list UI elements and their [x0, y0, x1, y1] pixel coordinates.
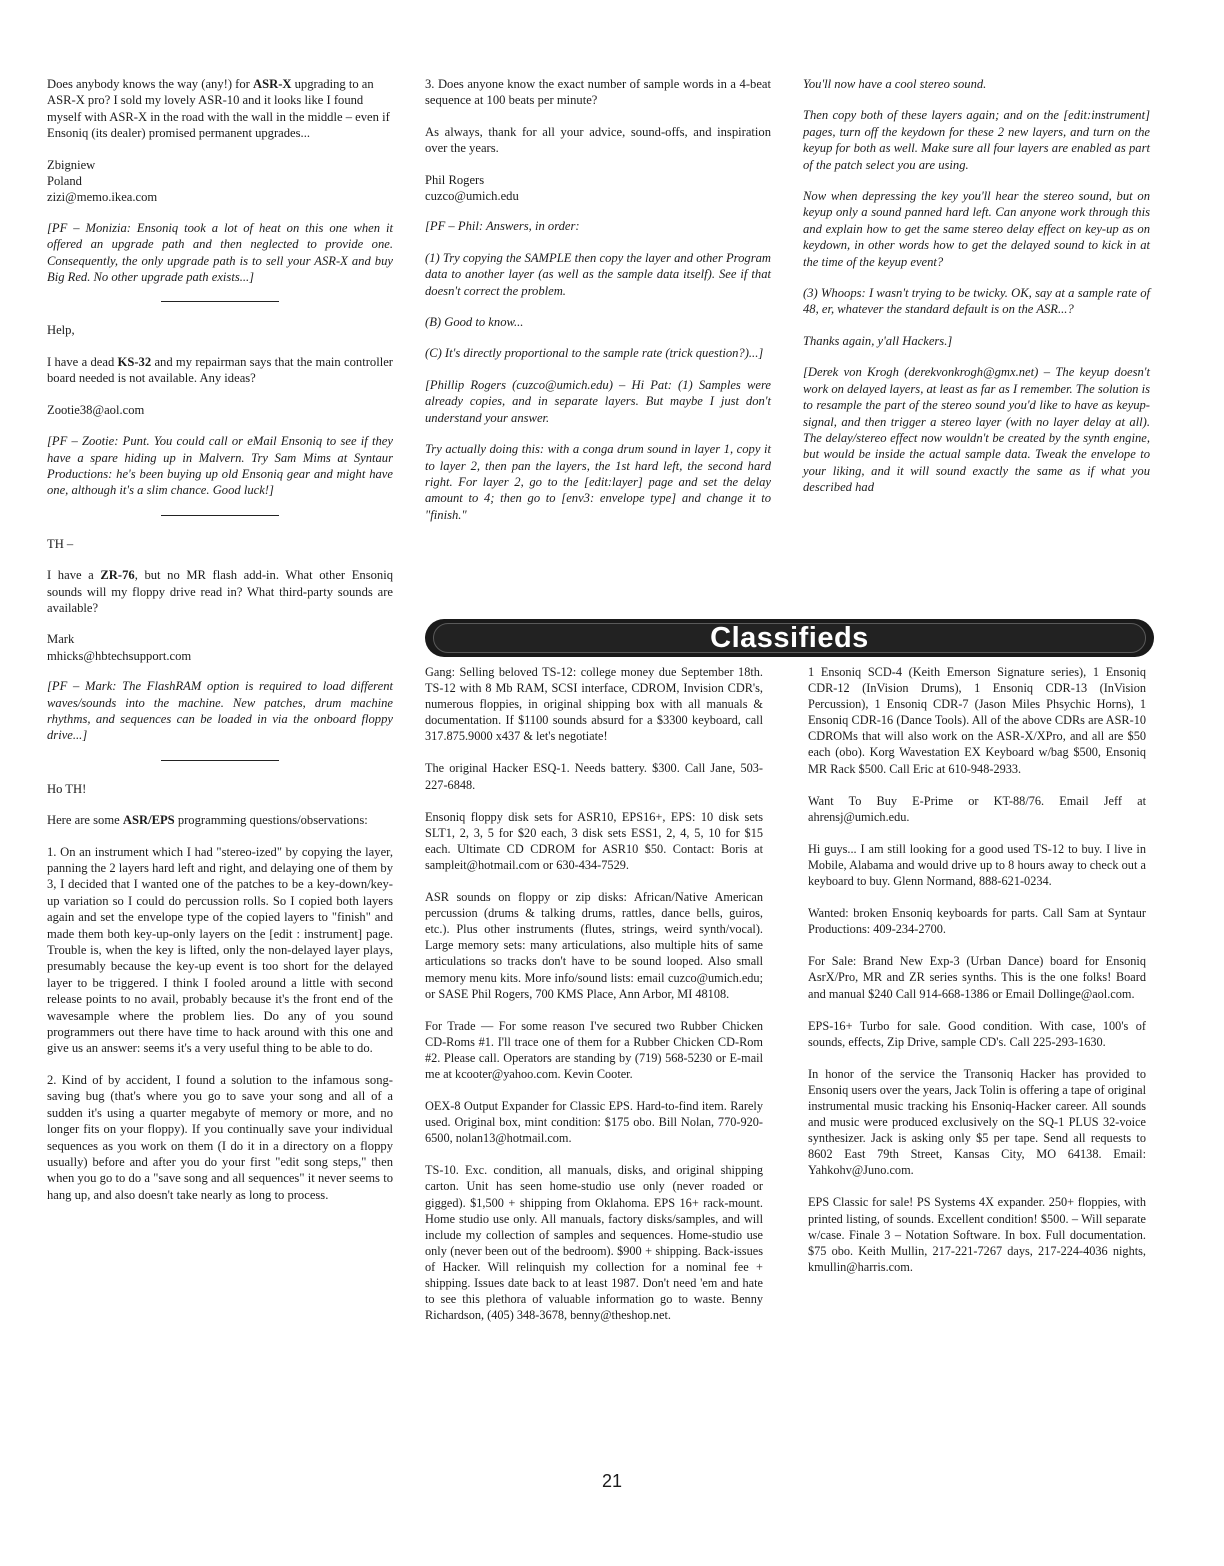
reader-followup: [Phillip Rogers (cuzco@umich.edu) – Hi Pat: (1) Samples were already copies, and in separate layers. But maybe I just don't understand your answer.: [425, 377, 771, 425]
letter-paragraph: Does anybody knows the way (any!) for ASR-X upgrading to an ASR-X pro? I sold my lovely ASR-10 and it looks like I found myself with ASR-X in the road with the wall in the middle – even if Ensoniq (its dealer) promised permanent upgrades...: [47, 77, 390, 141]
letter-email: cuzco@umich.edu: [425, 189, 519, 204]
editor-reply: (1) Try copying the SAMPLE then copy the layer and other Program data to another layer (as well as the sample data itself). See if that doesn't correct the problem.: [425, 250, 771, 298]
letter-signature: [425, 172, 771, 205]
editor-reply: [PF – Monizia: Ensoniq took a lot of heat on this one when it offered an upgrade path and then neglected to provide one. Consequently, the only upgrade path is to sell your ASR-X and buy Big Red. No other upgrade path exists...]: [47, 220, 393, 285]
classified-ad: Wanted: broken Ensoniq keyboards for parts. Call Sam at Syntaur Productions: 409-234-2700.: [808, 906, 1146, 937]
letter-paragraph: 1. On an instrument which I had "stereo-ized" by copying the layer, panning the 2 layers hard left and right, and delaying one of them by 3, I decided that I wanted one of the patches to be a key-down/key-up variation so I could do percussion rolls. So I copied both layers again and set the envelope type of the copied layers to "finish" and made them both key-up-only layers on the [edit : instrument] page. Trouble is, when the key is lifted, only the non-delayed layer plays, presumably because the key-up event is too short for the delayed layer to be triggered. I think I fooled around a little with second release points to no avail, probably because it's the front end of the wavesample where the problem lies. Do any of you sound programmers out there have time to hack around with this one and give us an answer: seems it's a very useful thing to be able to do.: [47, 844, 393, 1056]
reader-followup: Now when depressing the key you'll hear the stereo sound, but on keyup only a sound panned hard left. Can anyone work through this and explain how to get the same stereo delay effect on key-up as on keydown, in other words how to get the delayed sound to kick in at the time of the keyup event?: [803, 189, 1150, 269]
classified-ad: 1 Ensoniq SCD-4 (Keith Emerson Signature series), 1 Ensoniq CDR-12 (InVision Drums), 1 Ensoniq CDR-13 (InVision Percussion), 1 Ensoniq CDR-7 (Jason Miles Phsychic Horns), 1 Ensoniq CDR-16 (Dance Tools). All of the above CDRs are ASR-10 CDROMs that will also work on the ASR-X/XPro, and all are $50 each (obo). Korg Wavestation EX Keyboard w/bag $500, Ensoniq MR Rack $500. Call Eric at 610-948-2933.: [808, 665, 1146, 776]
editor-reply: [PF – Zootie: Punt. You could call or eMail Ensoniq to see if they have a spare hiding up in Malvern. Try Sam Mims at Syntaur Productions: he's been buying up old Ensoniq gear and might have one, although it's a slim chance. Good luck!]: [47, 434, 393, 498]
classified-ad: OEX-8 Output Expander for Classic EPS. Hard-to-find item. Rarely used. Original box, mint condition: $175 obo. Bill Nolan, 770-920-6500, nolan13@hotmail.com.: [425, 1099, 763, 1146]
classified-ad: Ensoniq floppy disk sets for ASR10, EPS16+, EPS: 10 disk sets SLT1, 2, 3, 5 for $20 each, 3 disk sets ESS1, 2, 4, 5, 10 for $15 each. Ultimate CD CDROM for ASR10 $50. Contact: Boris at sampleit@hotmail.com or 630-434-7529.: [425, 809, 763, 872]
page-number: 21: [601, 1471, 623, 1491]
classifieds-column-left: [425, 664, 763, 1339]
classified-ad: For Sale: Brand New Exp-3 (Urban Dance) board for Ensoniq AsrX/Pro, MR and ZR series synths. This is the one folks! Board and manual $240 Call 914-668-1386 or Email Dollinge@aol.com.: [808, 954, 1146, 1001]
reader-followup: (3) Whoops: I wasn't trying to be twicky. OK, say at a sample rate of 48, er, whatever the standard default is on the ASR...?: [803, 286, 1150, 317]
classified-ad: EPS-16+ Turbo for sale. Good condition. With case, 100's of sounds, effects, Zip Drive, sample CD's. Call 225-293-1630.: [808, 1018, 1146, 1049]
letter-greeting: Help,: [47, 323, 75, 338]
classified-ad: EPS Classic for sale! PS Systems 4X expander. 250+ floppies, with printed listing, of sounds. Excellent condition! $500. – Will separate w/case. Finale 3 – Notation Software. In box. Full documentation. $75 obo. Keith Mullin, 217-221-7267 days, 217-224-4036 nights, kmullin@harris.com.: [808, 1195, 1146, 1274]
letters-column-1: [47, 76, 393, 1218]
editor-reply: (C) It's directly proportional to the sample rate (trick question?)...]: [425, 346, 764, 361]
section-divider: [161, 760, 279, 761]
letter-paragraph: 2. Kind of by accident, I found a solution to the infamous song-saving bug (that's where you go to save your song and all of a sudden it's using a quarter megabyte of memory or more, and no longer fits on your floppy). If you continually save your individual sequences as you work on them (I do it in a directory on a floppy usually) before and after you do your first "edit song steps," then when you go to do a "save song and all sequences" it never seems to hang up, and also doesn't take nearly as long to process.: [47, 1072, 393, 1202]
letter-author: Mark: [47, 632, 75, 647]
letter-greeting: TH –: [47, 536, 74, 551]
section-divider: [161, 515, 279, 516]
letter-email: mhicks@hbtechsupport.com: [47, 648, 192, 663]
letter-location: Poland: [47, 174, 82, 189]
editor-reply: [PF – Mark: The FlashRAM option is required to load different waves/sounds into the machine. New patches, drum machine rhythms, and sequences can be loaded in via the onboard floppy drive...]: [47, 679, 393, 743]
letters-column-3: [803, 76, 1150, 511]
classified-ad: TS-10. Exc. condition, all manuals, disks, and original shipping carton. Unit has seen home-studio use only (never roaded or gigged). $1,500 + shipping from Oklahoma. EPS 16+ rack-mount. Home studio use only. All manuals, factory disks/samples, and will include my collection of samples and sequences. Home-studio use only (never been out of the bedroom). $900 + shipping. Back-issues of Hacker. Will relinquish my collection for a nominal fee + shipping. Issues date back to at least 1987. Don't need 'em and hate to see this plethora of valuable information go to waste. Benny Richardson, (405) 348-3678, benny@theshop.net.: [425, 1163, 763, 1323]
letter-paragraph: I have a ZR-76, but no MR flash add-in. What other Ensoniq sounds will my floppy drive read in? What third-party sounds are available?: [47, 568, 393, 615]
editor-reply: [PF – Phil: Answers, in order:: [425, 219, 580, 234]
letter-signature: [47, 631, 393, 664]
reader-followup: Try actually doing this: with a conga drum sound in layer 1, copy it to layer 2, then pan the layers, the 1st hard left, the second hard right. For layer 2, go to the [edit:layer] page and set the delay amount to 4; then go to [env3: envelope type] and change it to "finish.": [425, 442, 771, 522]
classified-ad: ASR sounds on floppy or zip disks: African/Native American percussion (drums & talking drums, rattles, dance bells, guiros, etc.). Plus other instruments (flutes, strings, weird synth/vocal). Large memory sets: many articulations, also multiple hits of same articulations so tracks don't have to be sound looped. Also small memory menu kits. More info/sound lists: email cuzco@umich.edu; or SASE Phil Rogers, 700 KMS Place, Ann Arbor, MI 48108.: [425, 890, 763, 1001]
letter-paragraph: As always, thank for all your advice, sound-offs, and inspiration over the years.: [425, 124, 771, 156]
reader-followup: You'll now have a cool stereo sound.: [803, 77, 987, 91]
letter-author: Phil Rogers: [425, 172, 485, 187]
section-divider: [161, 301, 279, 302]
letter-paragraph: I have a dead KS-32 and my repairman says that the main controller board needed is not available. Any ideas?: [47, 354, 393, 386]
classified-ad: For Trade — For some reason I've secured two Rubber Chicken CD-Roms #1. I'll trace one of them for a Rubber Chicken CD-Rom #2. Please call. Operators are standing by (719) 568-5230 or E-mail me at kcooter@yahoo.com. Kevin Cooter.: [425, 1018, 763, 1081]
letter-paragraph: 3. Does anyone know the exact number of sample words in a 4-beat sequence at 100 beats per minute?: [425, 77, 771, 108]
editor-reply: (B) Good to know...: [425, 315, 524, 330]
letter-email: Zootie38@aol.com: [47, 402, 145, 417]
letter-email: zizi@memo.ikea.com: [47, 190, 158, 205]
reader-followup: Then copy both of these layers again; and on the [edit:instrument] pages, turn off the keydown for these 2 new layers, and turn on the keyup for both as well. Make sure all four layers are enabled as part of the patch select you are using.: [803, 108, 1150, 172]
reader-answer: [Derek von Krogh (derekvonkrogh@gmx.net) – The keyup doesn't work on delayed layers, at least as far as I remember. The solution is to resample the part of the stereo sound you'd like to have as keyup-signal, and then trigger a stereo layer (with no layer delay at all). The delay/stereo effect now wouldn't be created by the synth engine, but would be inside the actual sample data. Tweak the envelope to your liking, and it will sound exactly the same as if what you described had: [803, 365, 1150, 495]
classified-ad: Hi guys... I am still looking for a good used TS-12 to buy. I live in Mobile, Alabama and would drive up to 8 hours away to check out a keyboard to buy. Glenn Normand, 888-621-0234.: [808, 841, 1146, 889]
letter-signature: [47, 157, 393, 206]
classifieds-column-right: [808, 664, 1146, 1291]
classified-ad: Want To Buy E-Prime or KT-88/76. Email Jeff at ahrensj@umich.edu.: [808, 793, 1146, 824]
letter-greeting: Ho TH!: [47, 781, 87, 796]
classified-ad: Gang: Selling beloved TS-12: college money due September 18th. TS-12 with 8 Mb RAM, SCSI interface, CDROM, Invision CDR's, numerous floppies, in original shipping box with all manuals & documentation. If $1100 sounds absurd for a $3300 keyboard, call 317.875.9000 x437 & let's negotiate!: [425, 665, 763, 744]
classifieds-title: Classifieds: [710, 622, 869, 654]
reader-followup: Thanks again, y'all Hackers.]: [803, 333, 953, 348]
classified-ad: In honor of the service the Transoniq Hacker has provided to Ensoniq users over the years, Jack Tolin is offering a tape of original instrumental music tracking his Ensoniq-Hacker career. All sounds and music were produced exclusively on the SQ-1 PLUS 32-voice synthesizer. Jack is asking only $5 per tape. Send all requests to 8602 East 79th Street, Kansas City, MO 64138. Email: Yahkohv@Juno.com.: [808, 1066, 1146, 1178]
classified-ad: The original Hacker ESQ-1. Needs battery. $300. Call Jane, 503-227-6848.: [425, 761, 763, 792]
letters-column-2: [425, 76, 771, 538]
letter-paragraph: Here are some ASR/EPS programming questions/observations:: [47, 813, 368, 828]
letter-author: Zbigniew: [47, 157, 96, 172]
classifieds-banner: [425, 619, 1154, 657]
